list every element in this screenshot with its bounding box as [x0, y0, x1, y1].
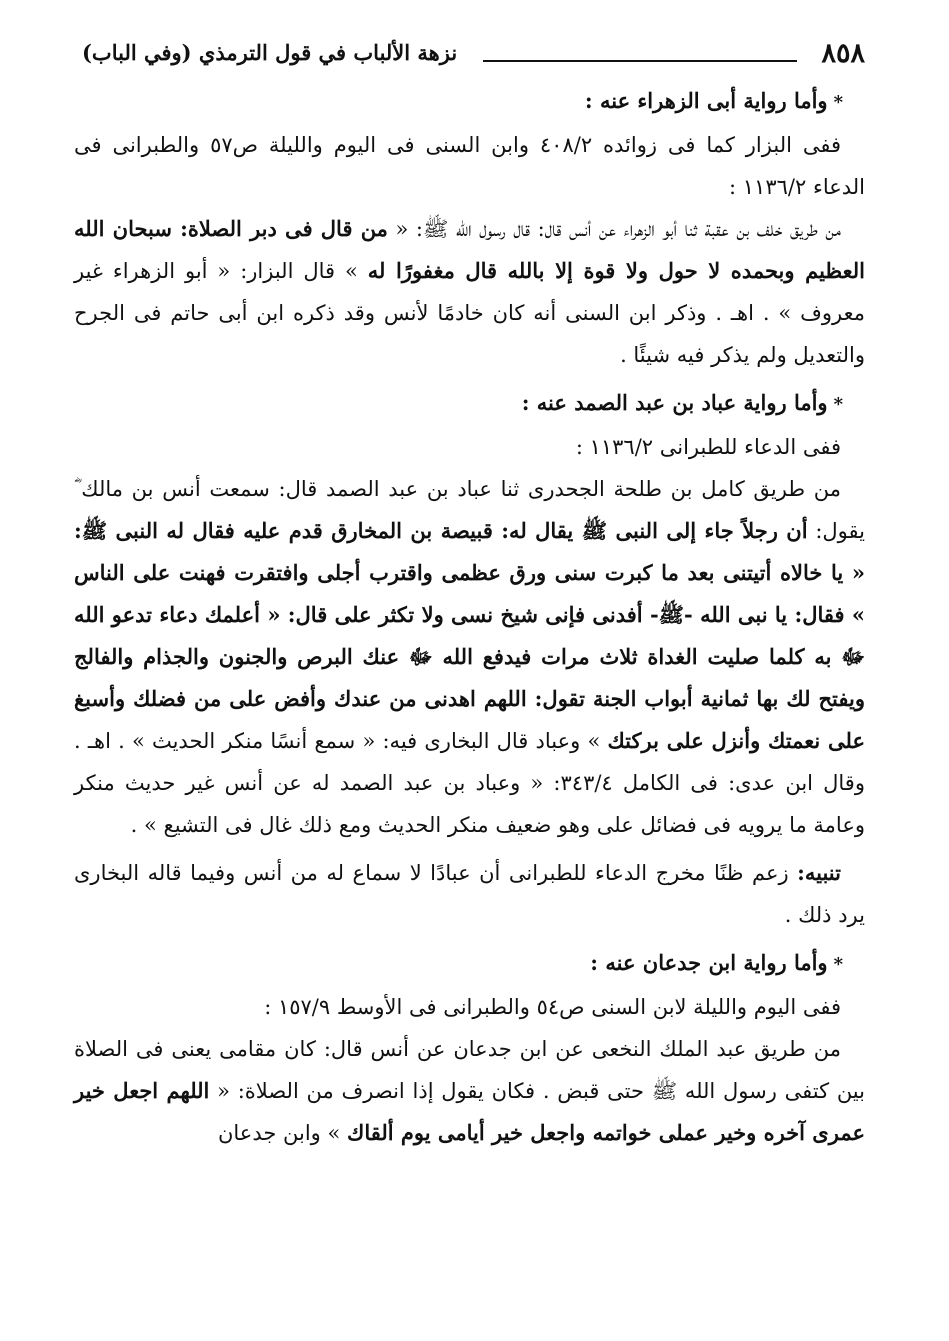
section-heading-ibn-jadaan: [74, 942, 865, 986]
commentary-text: » وابن جدعان: [217, 1121, 348, 1145]
section-heading-text: وأما رواية أبى الزهراء عنه :: [584, 88, 828, 113]
asterisk-icon: *: [833, 394, 843, 415]
hadith-text: من قال فى دبر الصلاة: سبحان الله العظيم وبحمده لا حول ولا قوة إلا بالله قال مغفورًا له: [74, 216, 865, 283]
hadith-text: أن رجلاً جاء إلى النبى ﷺ يقال له: قبيصة بن المخارق قدم عليه فقال له النبى ﷺ: « يا خالاه أتيتنى بعد ما كبرت سنى ورق عظمى واقترب أجلى وافتقرت فهنت على الناس » فقال: يا نبى الله -ﷺ- أفدنى فإنى شيخ نسى ولا تكثر على قال: « أعلمك دعاء تدعو الله ﷻ به كلما صليت الغداة ثلاث مرات فيدفع الله ﷻ عنك البرص والجنون والجذام والفالج ويفتح لك بها ثمانية أبواب الجنة تقول: اللهم اهدنى من عندك وأفض على من فضلك وأسبغ على نعمتك وأنزل على بركتك: [74, 518, 865, 753]
running-header: [74, 30, 865, 80]
section-heading-abi-alzahraa: [74, 80, 865, 124]
section-heading-abbad: [74, 382, 865, 426]
page-number: ٨٥٨: [821, 38, 865, 69]
note-paragraph: [74, 852, 865, 936]
isnad-text: من طريق عبد الملك النخعى عن ابن جدعان عن أنس قال: كان مقامى يعنى فى الصلاة بين كتفى رسول الله ﷺ حتى قبض . فكان يقول إذا انصرف من الصلاة: «: [74, 1037, 865, 1103]
section-heading-text: وأما رواية ابن جدعان عنه :: [590, 950, 828, 975]
source-paragraph: ففى البزار كما فى زوائده ٤٠٨/٢ وابن السنى فى اليوم والليلة ص٥٧ والطبرانى فى الدعاء ١١٣٦/٢ :: [74, 133, 865, 199]
source-paragraph: ففى الدعاء للطبرانى ١١٣٦/٢ :: [575, 435, 841, 459]
isnad-text: من طريق كامل بن طلحة الجحدرى ثنا عباد بن عبد الصمد قال: سمعت أنس بن مالك ؓ يقول:: [74, 477, 865, 543]
page-body: [74, 80, 865, 1154]
hadith-text: اللهم اجعل خير عمرى آخره وخير عملى خواتمه واجعل خير أيامى يوم ألقاك: [74, 1078, 865, 1145]
asterisk-icon: *: [833, 92, 843, 113]
section-heading-text: وأما رواية عباد بن عبد الصمد عنه :: [521, 390, 828, 415]
note-text: زعم ظنًا مخرج الدعاء للطبرانى أن عبادًا لا سماع له من أنس وفيما قاله البخارى يرد ذلك .: [74, 861, 865, 927]
note-label: تنبيه:: [797, 860, 841, 885]
commentary-text: » قال البزار: « أبو الزهراء غير معروف » . اهـ . وذكر ابن السنى أنه كان خادمًا لأنس وقد ذكره ابن أبى حاتم فى الجرح والتعديل ولم يذكر فيه شيئًا .: [74, 259, 865, 367]
commentary-text: » وعباد قال البخارى فيه: « سمع أنسًا منكر الحديث » . اهـ . وقال ابن عدى: فى الكامل ٣٤٣/٤: « وعباد بن عبد الصمد له عن أنس غير حديث منكر وعامة ما يرويه فى فضائل على وهو ضعيف منكر الحديث ومع ذلك غال فى التشيع » .: [74, 729, 865, 837]
hadith-paragraph: [74, 1028, 865, 1154]
hadith-paragraph: [74, 468, 865, 846]
running-title: نزهة الألباب في قول الترمذي (وفي الباب): [82, 40, 458, 65]
source-paragraph: ففى اليوم والليلة لابن السنى ص٥٤ والطبرانى فى الأوسط ١٥٧/٩ :: [264, 995, 841, 1019]
asterisk-icon: *: [833, 954, 843, 975]
isnad-text: من طريق خلف بن عقبة ثنا أبو الزهراء عن أنس قال: قال رسول الله ﷺ: «: [387, 217, 841, 241]
header-rule: [483, 60, 797, 62]
hadith-paragraph: [74, 208, 865, 376]
